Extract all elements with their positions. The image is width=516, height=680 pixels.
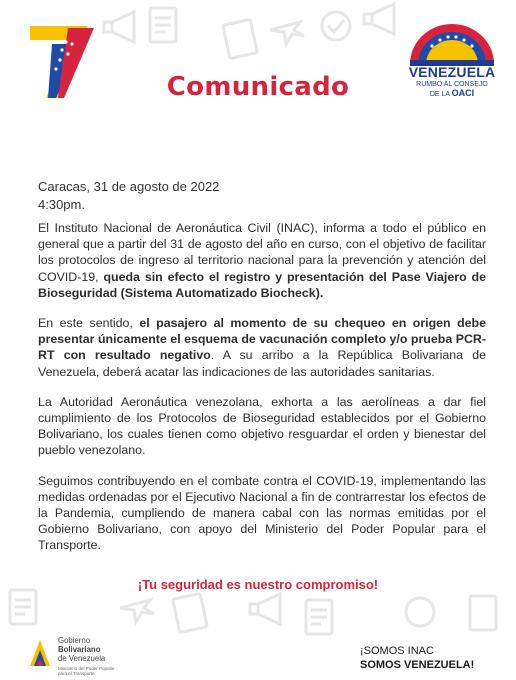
paragraph-1 xyxy=(38,220,486,301)
paragraph-1-text: El Instituto Nacional de Aeronáutica Civil (INAC), informa a todo el público en general que a partir del 31 de agosto del año en curso, con el objetivo de facilitar los protocolos de ingreso al territorio nacional para la prevención y atención del COVID-19, xyxy=(38,221,486,284)
badge-icon xyxy=(406,598,434,626)
paragraph-2-bold: el pasajero al momento de su chequeo en origen debe presentar únicamente el esquema de vacunación completo y/o prueba PCR-RT con resultado negativo xyxy=(38,316,486,363)
badge-icon xyxy=(322,12,350,40)
paragraph-3: La Autoridad Aeronáutica venezolana, exhorta a las aerolíneas a dar fiel cumplimiento de los Protocolos de Bioseguridad establecidos por el Gobierno Bolivariano, los cuales tienen como objetivo resguardar el orden y bienestar del pueblo venezolano. xyxy=(38,394,486,458)
communique-body xyxy=(38,220,486,568)
government-name xyxy=(58,636,105,663)
gov-line-2: Bolivariano xyxy=(58,645,101,654)
ministry-line-2: para el Transporte xyxy=(58,671,95,676)
page-title: Comunicado xyxy=(166,72,350,102)
airplane-icon xyxy=(270,22,304,44)
venezuela-oaci-logo xyxy=(402,20,502,102)
flag-emblem-icon xyxy=(28,638,52,668)
document-icon xyxy=(150,8,176,42)
slogan: ¡Tu seguridad es nuestro compromiso! xyxy=(137,577,379,592)
logo-venezuela-text: VENEZUELA xyxy=(408,64,496,80)
document-icon xyxy=(470,596,496,630)
paragraph-2-text-a: En este sentido, xyxy=(38,316,140,331)
clipboard-icon xyxy=(173,593,207,632)
logo-sub-line2: DE LA xyxy=(429,91,450,98)
logo-sub-oaci: OACI xyxy=(451,88,475,98)
government-logo xyxy=(28,636,178,676)
paragraph-2 xyxy=(38,315,486,380)
footer-tagline xyxy=(360,644,474,672)
date-line: Caracas, 31 de agosto de 2022 xyxy=(38,179,220,194)
time-line: 4:30pm. xyxy=(38,197,85,212)
gov-line-1: Gobierno xyxy=(58,636,91,645)
footer-tagline-line1: ¡SOMOS INAC xyxy=(360,645,434,657)
megaphone-icon xyxy=(104,12,134,42)
paragraph-1-bold: queda sin efecto el registro y presentación del Pase Viajero de Bioseguridad (Sistema Automatizado Biocheck). xyxy=(38,269,486,300)
ministry-name xyxy=(58,666,115,676)
airplane-icon xyxy=(120,600,154,622)
clipboard-icon xyxy=(223,19,257,58)
megaphone-icon xyxy=(364,4,394,34)
footer-tagline-line2: SOMOS VENEZUELA! xyxy=(360,659,475,671)
document-icon xyxy=(10,590,36,624)
date-block xyxy=(38,178,219,214)
logo-subtitle xyxy=(402,81,502,99)
paragraph-4: Seguimos contribuyendo en el combate contra el COVID-19, implementando las medidas ordenadas por el Ejecutivo Nacional a fin de contrarrestar los efectos de la Pandemia, cumpliendo de manera cabal con las normas emitidas por el Gobierno Bolivariano, con apoyo del Ministerio del Poder Popular para el Transporte. xyxy=(38,473,486,553)
flag-arc-emblem xyxy=(402,20,502,66)
gov-line-3: de Venezuela xyxy=(58,654,106,663)
paragraph-2-text-c: . A su arribo a la República Bolivariana de Venezuela, deberá acatar las indicaciones de las autoridades sanitarias. xyxy=(38,348,486,379)
logo-sub-line1: RUMBO AL CONSEJO xyxy=(416,81,488,88)
megaphone-icon xyxy=(250,594,280,624)
document-icon xyxy=(306,600,332,634)
ministry-line-1: Ministerio del Poder Popular xyxy=(58,666,115,671)
